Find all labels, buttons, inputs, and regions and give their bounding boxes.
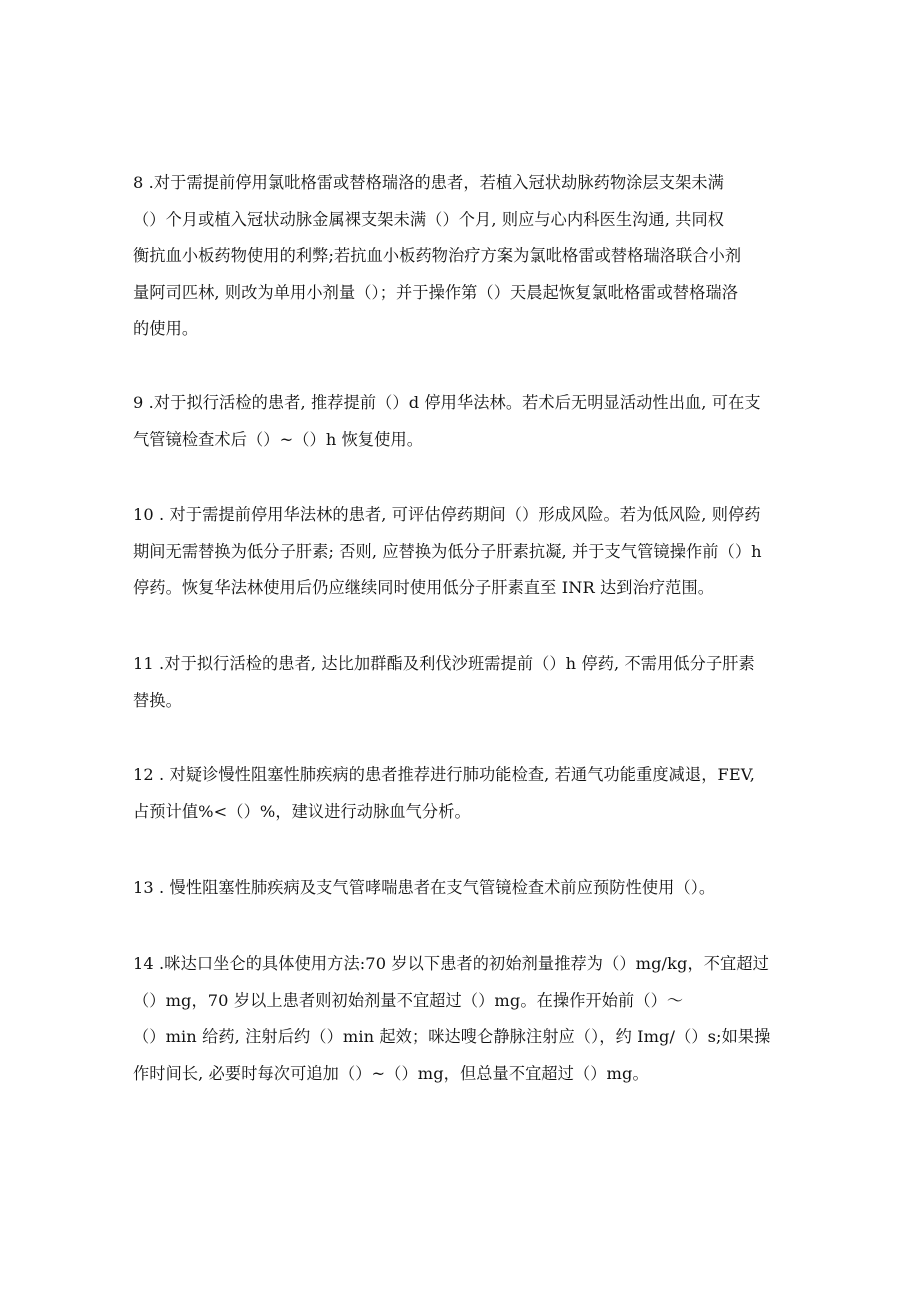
question-line: 停药。恢复华法林使用后仍应继续同时使用低分子肝素直至 INR 达到治疗范围。	[133, 578, 715, 597]
question-line: 9 .对于拟行活检的患者, 推荐提前（）d 停用华法林。若术后无明显活动性出血, 可在支	[133, 393, 761, 412]
question-14	[133, 952, 793, 1098]
question-line: 占预计值%<（）%，建议进行动脉血气分析。	[133, 801, 471, 821]
question-line: 12 . 对疑诊慢性阻塞性肺疾病的患者推荐进行肺功能检查, 若通气功能重度减退，FEV,	[133, 765, 755, 784]
question-line: 13 . 慢性阻塞性肺疾病及支气管哮喘患者在支气管镜检查术前应预防性使用（）。	[133, 878, 716, 897]
question-line: 气管镜检查术后（）~（）h 恢复使用。	[133, 429, 424, 449]
question-line: 量阿司匹林, 则改为单用小剂量（）；并于操作第（）天晨起恢复氯吡格雷或替格瑞洛	[133, 282, 739, 302]
question-line: 10 . 对于需提前停用华法林的患者, 可评估停药期间（）形成风险。若为低风险, 则停药	[133, 505, 761, 524]
question-11	[133, 652, 793, 725]
question-line: （）个月或植入冠状动脉金属裸支架未满（）个月, 则应与心内科医生沟通, 共同权	[133, 209, 725, 229]
question-line: 11 .对于拟行活检的患者, 达比加群酯及利伐沙班需提前（）h 停药, 不需用低分子肝素	[133, 654, 755, 673]
question-line: （）mg，70 岁以上患者则初始剂量不宜超过（）mg。在操作开始前（）～	[133, 990, 684, 1010]
question-line: 期间无需替换为低分子肝素; 否则, 应替换为低分子肝素抗凝, 并于支气管镜操作前（）h	[133, 541, 762, 561]
question-line: 作时间长, 必要时每次可追加（）~（）mg，但总量不宜超过（）mg。	[133, 1063, 649, 1083]
question-8	[133, 171, 793, 354]
question-12	[133, 763, 793, 836]
question-line: 的使用。	[133, 319, 199, 338]
question-line: 8 .对于需提前停用氯吡格雷或替格瑞洛的患者，若植入冠状劫脉药物涂层支架未满	[133, 173, 724, 192]
question-13	[133, 876, 793, 913]
question-line: 衡抗血小板药物使用的利弊;若抗血小板药物治疗方案为氯吡格雷或替格瑞洛联合小剂	[133, 246, 742, 265]
question-10	[133, 503, 793, 613]
question-line: （）min 给药, 注射后约（）min 起效；咪达嗖仑静脉注射应（），约 Img/（）s;如果操	[133, 1027, 771, 1046]
question-line: 替换。	[133, 690, 182, 710]
question-9	[133, 391, 793, 464]
question-line: 14 .咪达口坐仑的具体使用方法:70 岁以下患者的初始剂量推荐为（）mg/kg，不宜超过	[133, 954, 769, 973]
